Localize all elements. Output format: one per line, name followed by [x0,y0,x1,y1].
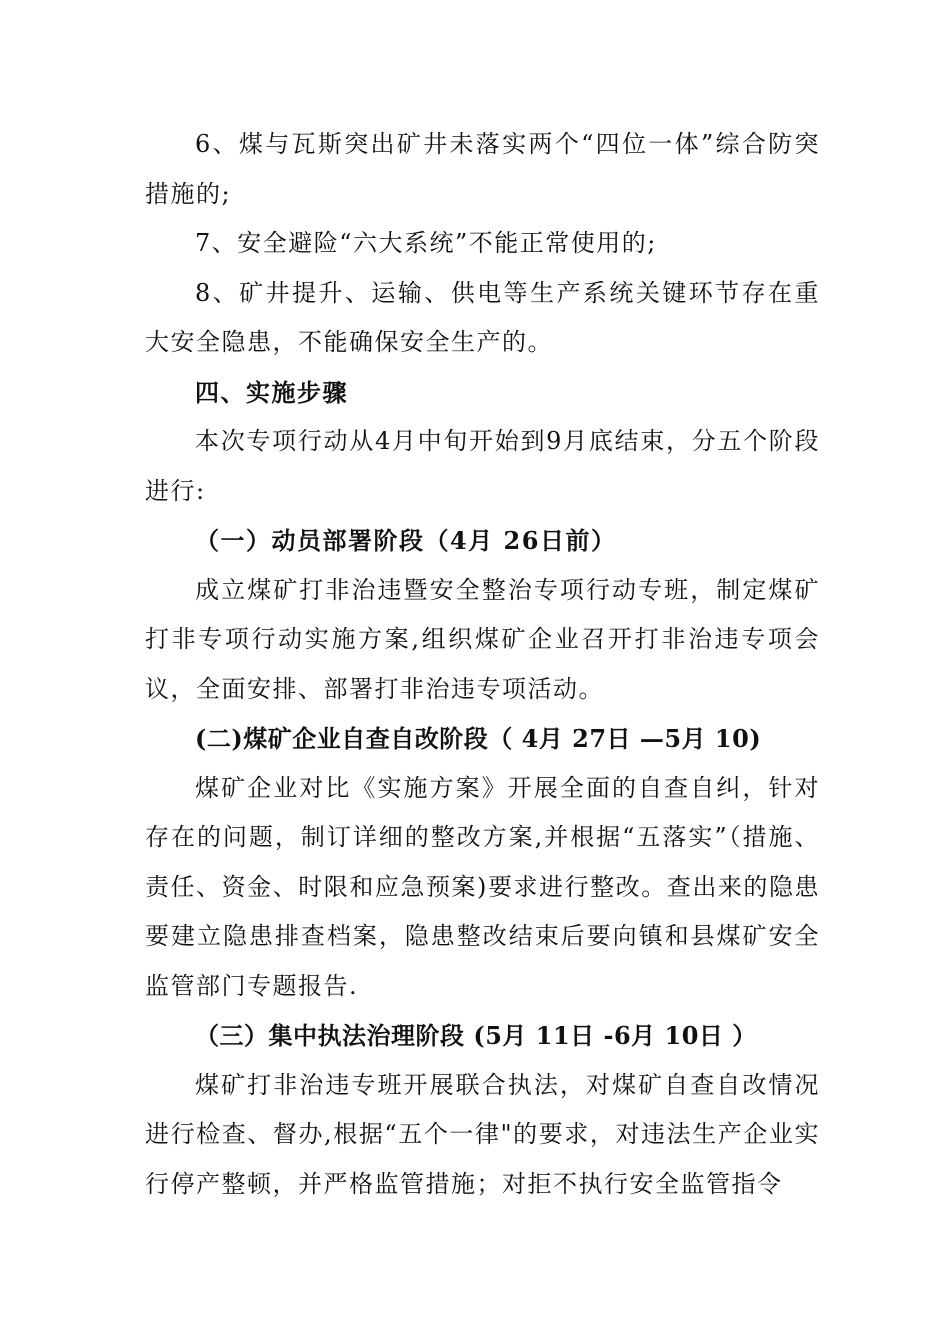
document-page [145,120,820,1209]
paragraph-item-8: 8、矿井提升、运输、供电等生产系统关键环节存在重大安全隐患，不能确保安全生产的。 [145,278,820,356]
subheading-phase-1: （一）动员部署阶段（4月 26日前） [195,526,617,555]
paragraph-item-7: 7、安全避险“六大系统”不能正常使用的; [195,229,657,257]
paragraph-phase-2: 煤矿企业对比《实施方案》开展全面的自查自纠，针对存在的问题，制订详细的整改方案,并根据“五落实”（措施、责任、资金、时限和应急预案)要求进行整改。查出来的隐患要建立隐患排查档案，隐患整改结束后要向镇和县煤矿安全监管部门专题报告. [145,773,820,1000]
paragraph-intro-phases: 本次专项行动从4月中旬开始到9月底结束，分五个阶段进行: [145,427,820,505]
subheading-phase-3: （三）集中执法治理阶段 (5月 11日 -6月 10日 ） [195,1021,757,1050]
section-heading-implementation-steps: 四、实施步骤 [195,377,348,407]
paragraph-item-6: 6、煤与瓦斯突出矿井未落实两个“四位一体”综合防突措施的; [145,130,820,208]
subheading-phase-2: (二)煤矿企业自查自改阶段（ 4月 27日 —5月 10) [195,724,762,753]
paragraph-phase-3: 煤矿打非治违专班开展联合执法，对煤矿自查自改情况进行检查、督办,根据“五个一律"的要求，对违法生产企业实行停产整顿，并严格监管措施；对拒不执行安全监管指令 [145,1070,820,1198]
paragraph-phase-1: 成立煤矿打非治违暨安全整治专项行动专班，制定煤矿打非专项行动实施方案,组织煤矿企业召开打非治违专项会议，全面安排、部署打非治违专项活动。 [145,575,820,703]
